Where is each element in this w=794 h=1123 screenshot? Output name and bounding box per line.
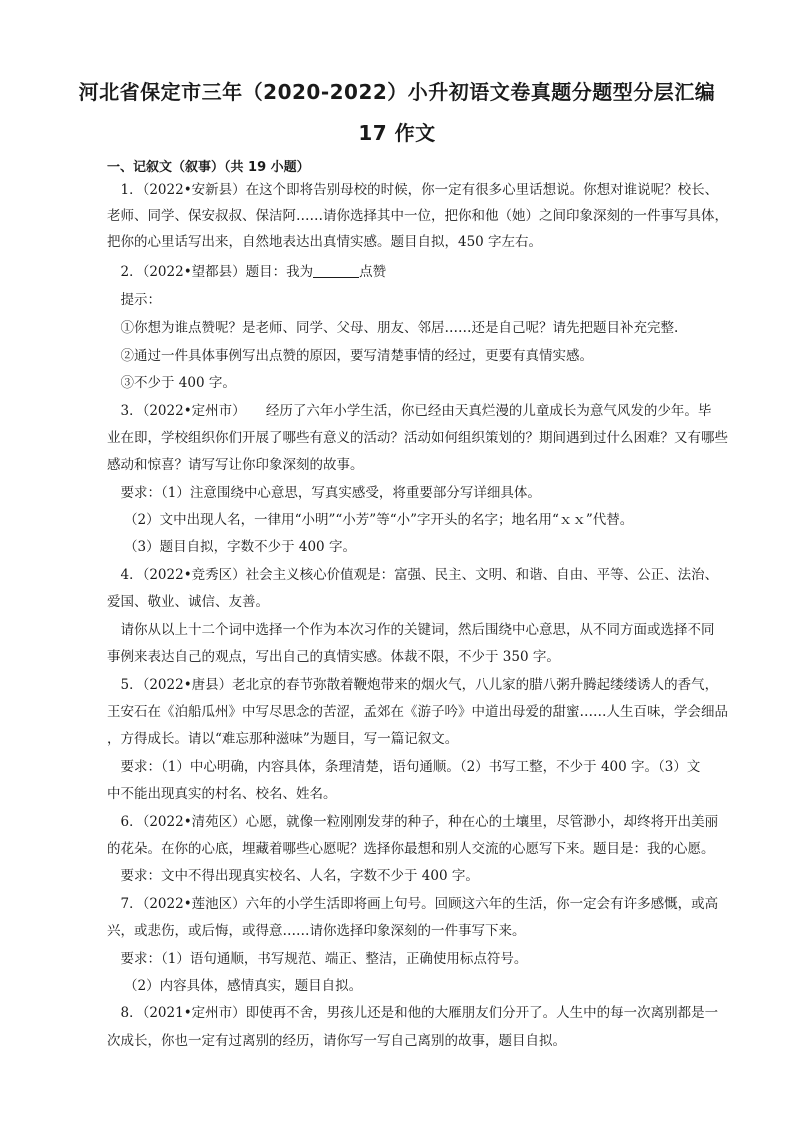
text-line: 请你从以上十二个词中选择一个作为本次习作的关键词，然后围绕中心意思，从不同方面或选择不同 <box>107 622 715 638</box>
text-segment: 2．（2022•望都县）题目：我为 <box>107 264 314 280</box>
text-line: （3）题目自拟，字数不少于 400 字。 <box>124 539 356 555</box>
text-line: 提示： <box>107 292 161 308</box>
document-subtitle: 17 作文 <box>358 121 436 145</box>
text-line: ②通过一件具体事例写出点赞的原因，要写清楚事情的经过，更要有真情实感。 <box>107 348 593 364</box>
text-line: 要求：（1）语句通顺，书写规范、端正、整洁，正确使用标点符号。 <box>107 951 528 967</box>
text-line: 1．（2022•安新县）在这个即将告别母校的时候，你一定有很多心里话想说。你想对谁说呢？校长、 <box>107 182 719 198</box>
text-line: 老师、同学、保安叔叔、保洁阿……请你选择其中一位，把你和他（她）之间印象深刻的一件事写具体， <box>107 208 728 224</box>
text-line: 爱国、敬业、诚信、友善。 <box>107 594 269 610</box>
text-line: 7．（2022•莲池区）六年的小学生活即将画上句号。回顾这六年的生活，你一定会有许多感慨，或高 <box>107 896 719 912</box>
text-line: ，方得成长。请以“难忘那种滋味”为题目，写一篇记叙文。 <box>107 731 459 747</box>
text-line: 次成长，你也一定有过离别的经历，请你写一写自己离别的故事，题目自拟。 <box>107 1033 566 1049</box>
text-line: 感动和惊喜？请写写让你印象深刻的故事。 <box>107 457 364 473</box>
question-2-line <box>107 262 689 282</box>
text-line: 8．（2021•定州市）即使再不舍，男孩儿还是和他的大雁朋友们分开了。人生中的每一次离别都是一 <box>107 1005 719 1021</box>
text-line: 4．（2022•竞秀区）社会主义核心价值观是：富强、民主、文明、和谐、自由、平等、公正、法治、 <box>107 567 719 583</box>
text-line: 要求：文中不得出现真实校名、人名，字数不少于 400 字。 <box>107 868 479 884</box>
fill-in-blank <box>313 263 359 278</box>
text-line: 把你的心里话写出来，自然地表达出真情实感。题目自拟，450 字左右。 <box>107 234 543 250</box>
text-line: 要求：（1）中心明确，内容具体，条理清楚，语句通顺。（2）书写工整，不少于 400 字。（3）文 <box>107 759 701 775</box>
text-line: 6．（2022•清苑区）心愿，就像一粒刚刚发芽的种子，种在心的土壤里，尽管渺小，却终将开出美丽 <box>107 814 719 830</box>
text-line: 事例来表达自己的观点，写出自己的真情实感。体裁不限，不少于 350 字。 <box>107 649 560 665</box>
text-line: 兴，或悲伤，或后悔，或得意……请你选择印象深刻的一件事写下来。 <box>107 923 526 939</box>
text-line: （2）内容具体，感情真实，题目自拟。 <box>124 978 363 994</box>
text-line: （2）文中出现人名，一律用“小明”“小芳”等“小”字开头的名字；地名用“ｘｘ”代替。 <box>124 512 634 528</box>
text-line: 王安石在《泊船瓜州》中写尽思念的苦涩，孟郊在《游子吟》中道出母爱的甜蜜……人生百味，学会细品 <box>107 704 728 720</box>
text-line: ③不少于 400 字。 <box>107 375 236 391</box>
text-line: 业在即，学校组织你们开展了哪些有意义的活动？活动如何组织策划的？期间遇到过什么困难？又有哪些 <box>107 430 728 446</box>
document-title: 河北省保定市三年（2020-2022）小升初语文卷真题分题型分层汇编 <box>78 80 716 104</box>
text-line: 要求：（1）注意围绕中心意思，写真实感受，将重要部分写详细具体。 <box>107 485 541 501</box>
text-line: 中不能出现真实的村名、校名、姓名。 <box>107 786 337 802</box>
text-line: ①你想为谁点赞呢？是老师、同学、父母、朋友、邻居……还是自己呢？请先把题目补充完整. <box>107 320 679 336</box>
text-line: 的花朵。在你的心底，埋藏着哪些心愿呢？选择你最想和别人交流的心愿写下来。题目是：我的心愿。 <box>107 841 715 857</box>
text-line: 5．（2022•唐县）老北京的春节弥散着鞭炮带来的烟火气，八儿家的腊八粥升腾起缕缕诱人的香气， <box>107 677 719 693</box>
text-segment: 点赞 <box>359 264 387 280</box>
text-line: 3．（2022•定州市） 经历了六年小学生活，你已经由天真烂漫的儿童成长为意气风发的少年。毕 <box>107 403 712 419</box>
section-heading: 一、记叙文（叙事）（共 19 小题） <box>107 160 310 175</box>
